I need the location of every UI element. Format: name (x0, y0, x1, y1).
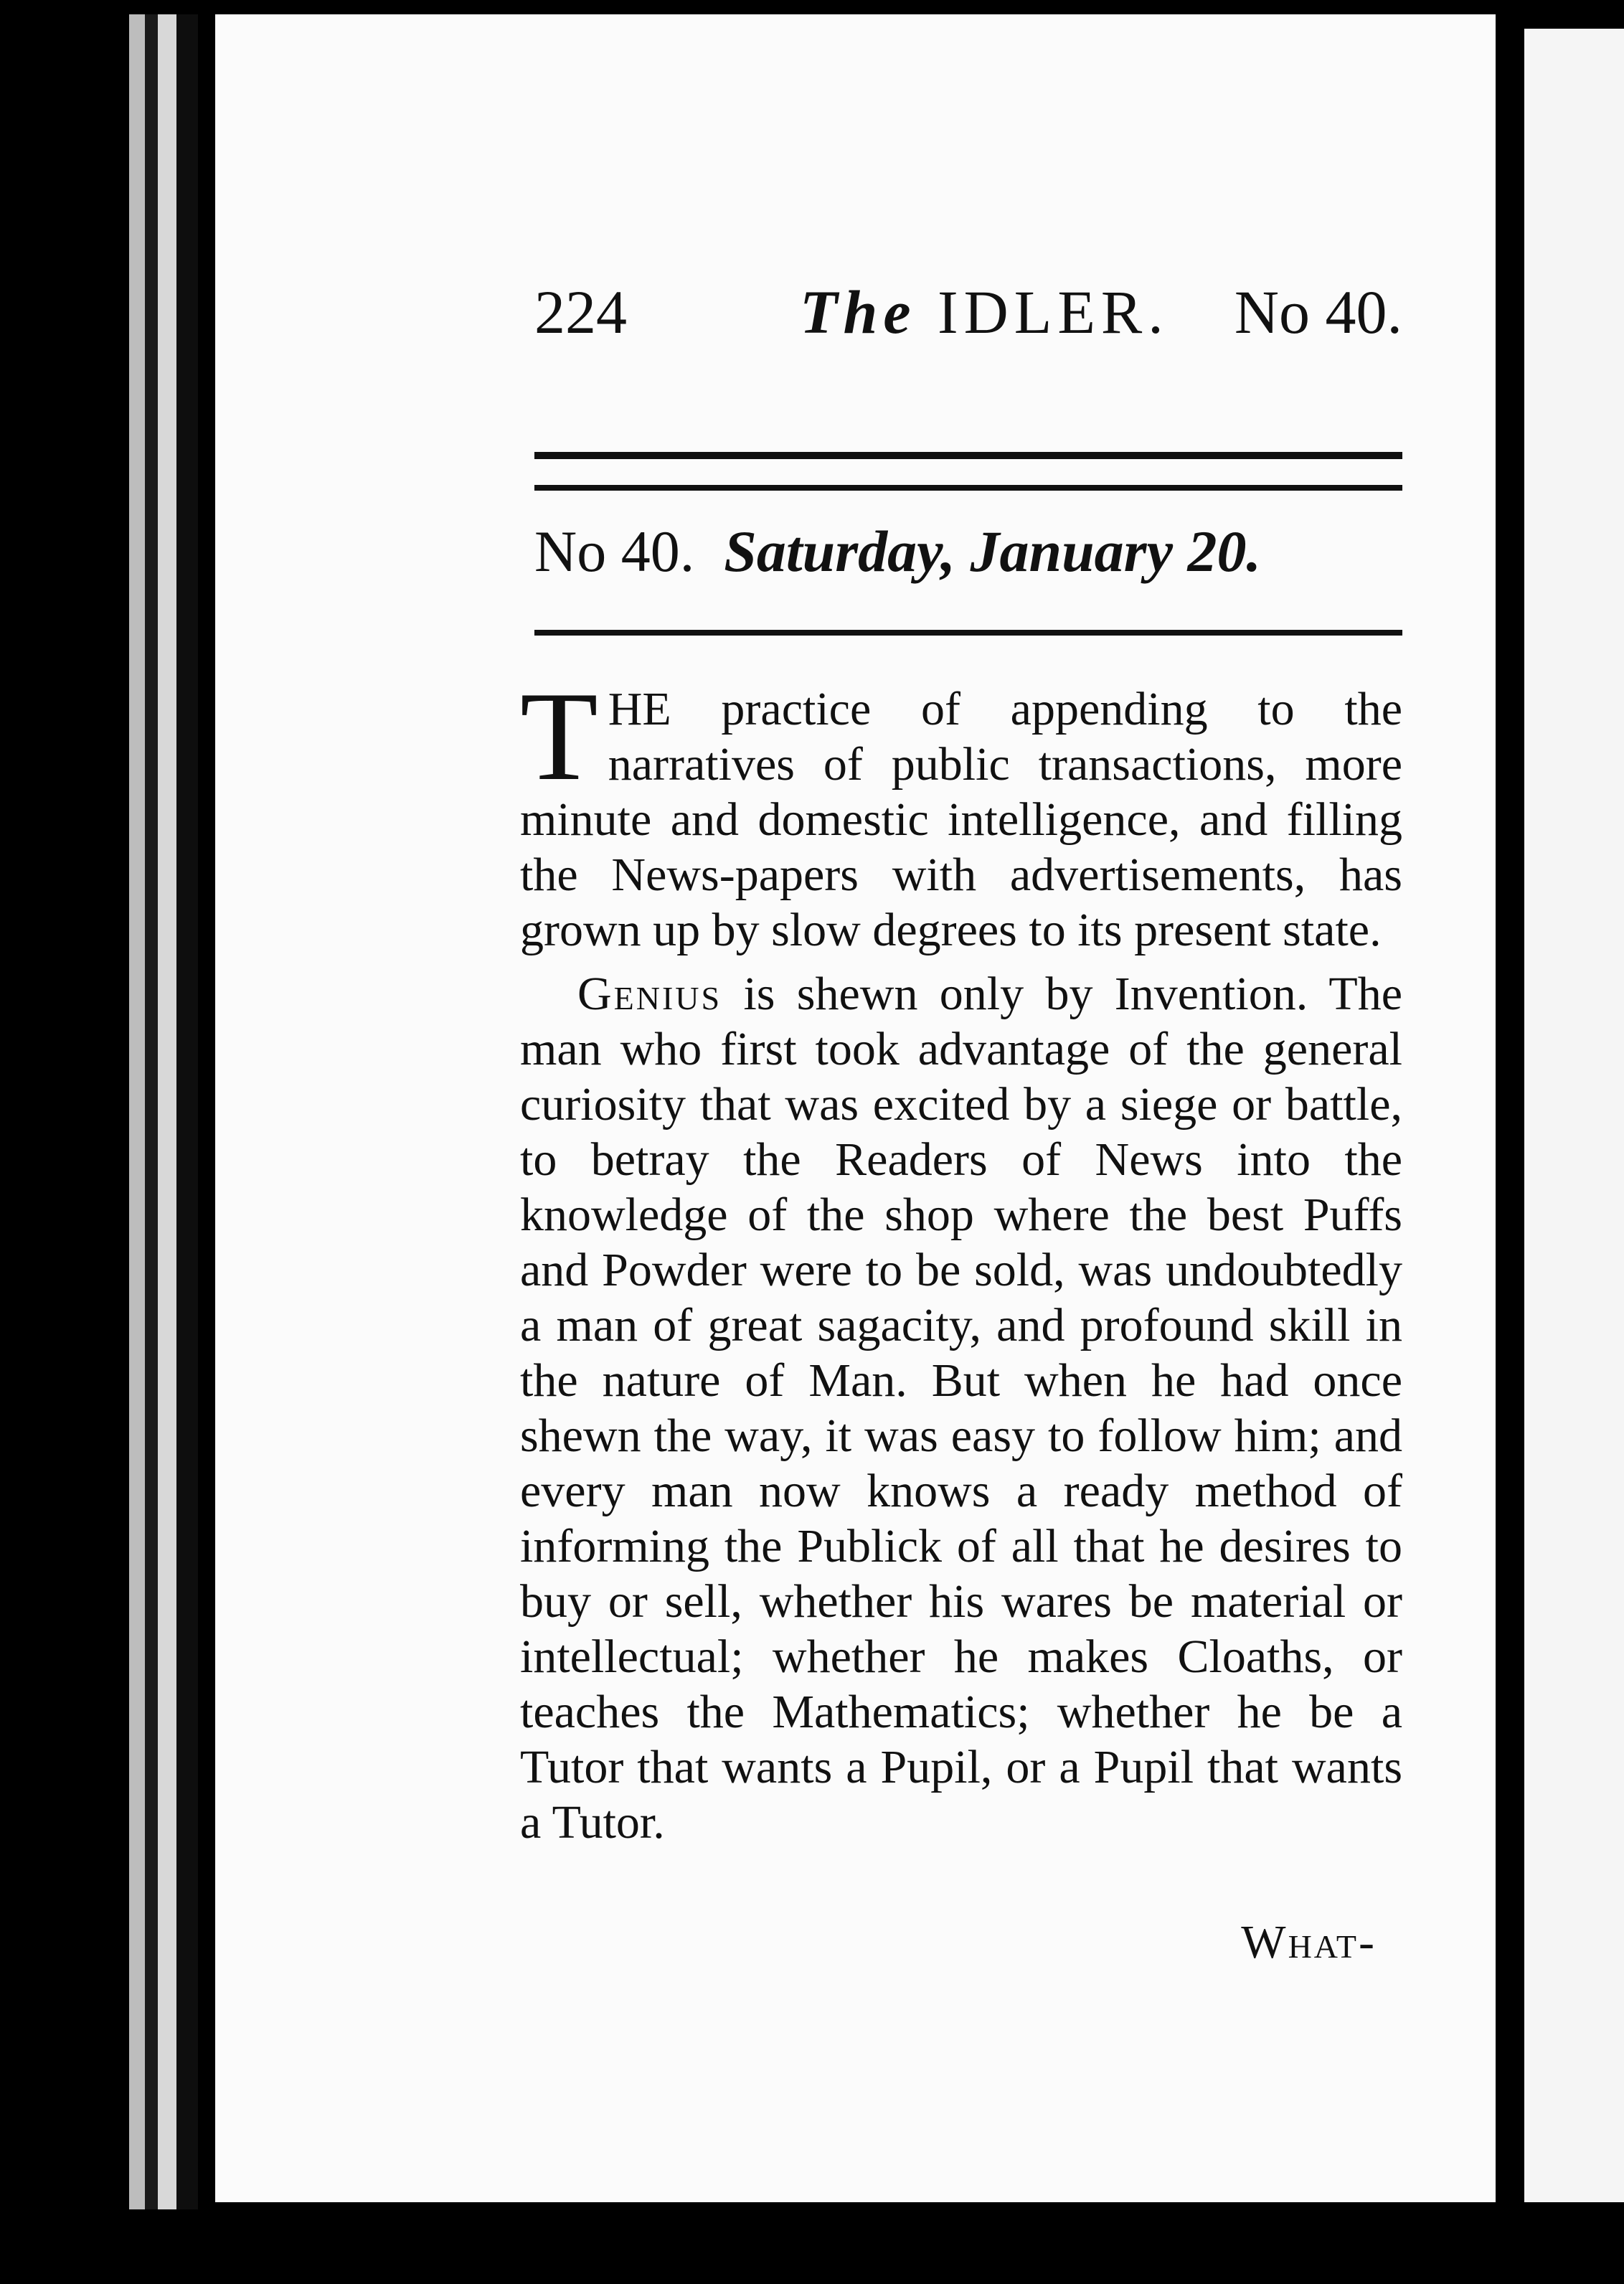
title-article: The (800, 278, 917, 346)
issue-number: No 40. (534, 519, 695, 584)
page-edge (176, 14, 198, 2209)
running-head (534, 276, 1402, 355)
gutter (1496, 29, 1524, 2202)
page-edge (145, 14, 158, 2209)
article-body (520, 665, 1402, 1859)
catchword: What- (1241, 1916, 1377, 1968)
page-edge (158, 14, 176, 2209)
running-title (800, 276, 1169, 348)
paragraph (520, 665, 1402, 958)
title-idler: IDLER. (938, 278, 1169, 346)
page-number: 224 (534, 278, 627, 346)
book-spine (0, 0, 129, 2284)
paragraph (520, 966, 1402, 1850)
paragraph-text: HE practice of appending to the narratives of public transactions, more minute and domestic intelligence, and filling the News-papers with advertisements, has grown up by slow degrees to its present state. (520, 683, 1402, 956)
issue-date: Saturday, January 20. (724, 519, 1261, 584)
drop-cap: T (520, 665, 598, 807)
issue-heading (534, 518, 1402, 604)
page-edge (129, 14, 145, 2209)
header-rule (534, 485, 1402, 491)
header-rule (534, 452, 1402, 459)
lead-word: Genius (577, 968, 722, 1020)
heading-rule (534, 630, 1402, 636)
paragraph-text: is shewn only by Invention. The man who first took advantage of the general curiosity that was excited by a siege or battle, to betray the Readers of News into the knowledge of the shop where the best Puffs and Powder were to be sold, was undoubtedly a man of great sagacity, and profound skill in the nature of Man. But when he had once shewn the way, it was easy to follow him; and every man now knows a ready method of informing the Publick of all that he desires to buy or sell, whether his wares be material or intellectual; whether he makes Cloaths, or teaches the Mathematics; whether he be a Tutor that wants a Pupil, or a Pupil that wants a Tutor. (520, 968, 1402, 1849)
issue-number-ref: No 40. (1234, 278, 1402, 346)
facing-page-edge (1524, 29, 1624, 2202)
